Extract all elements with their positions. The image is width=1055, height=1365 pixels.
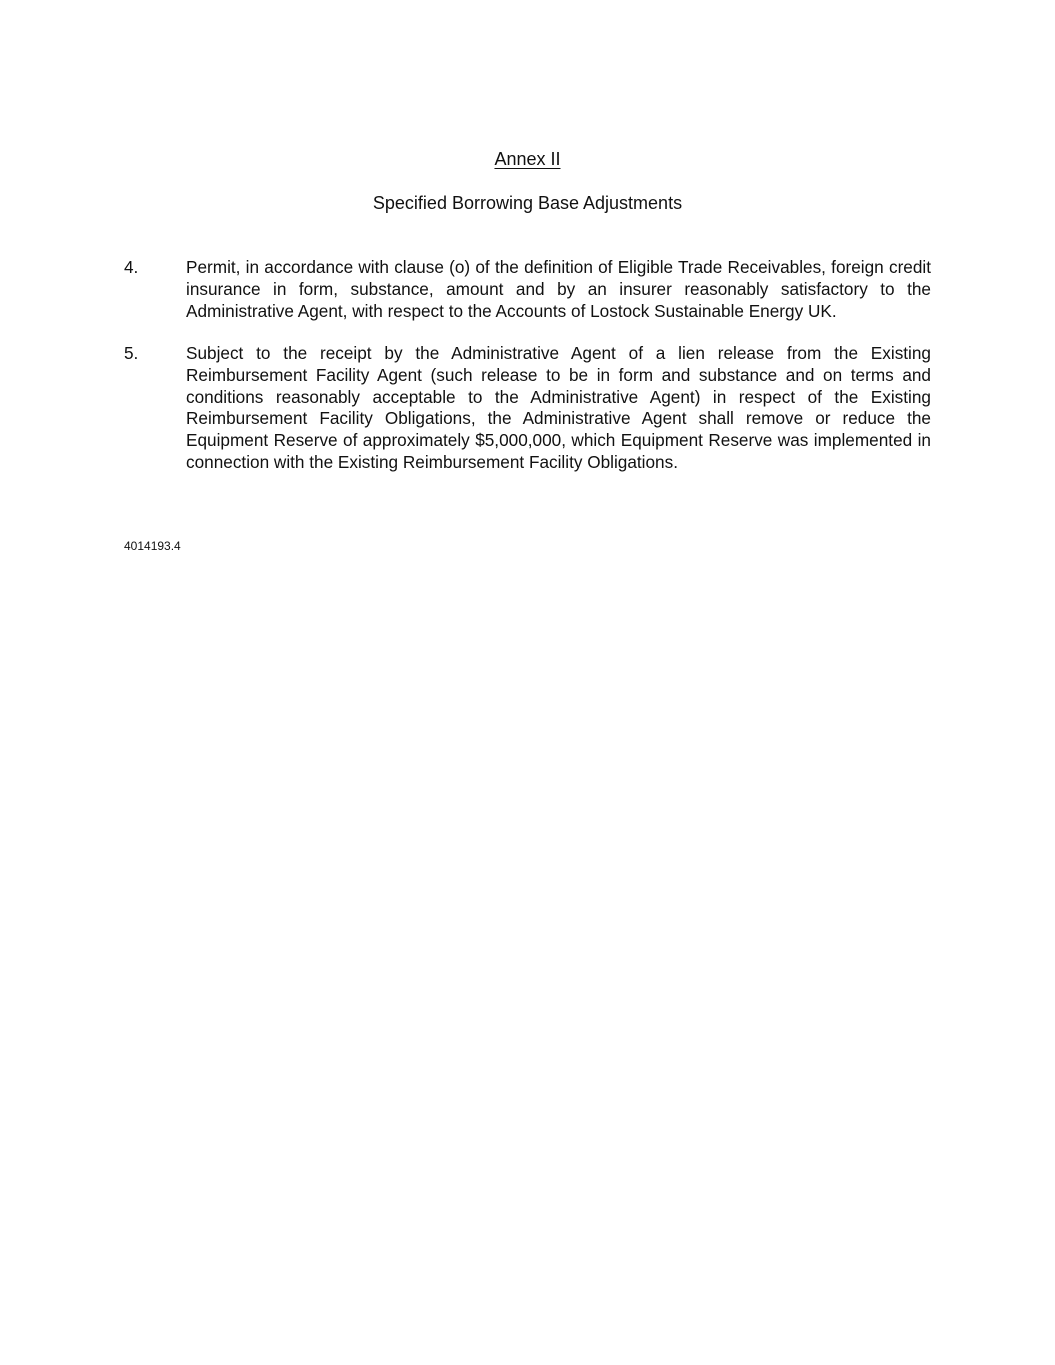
item-number: 5.	[124, 343, 139, 363]
annex-title	[0, 147, 1055, 171]
list-item	[124, 343, 931, 474]
item-number: 4.	[124, 257, 139, 277]
annex-title-text: Annex II	[494, 149, 561, 169]
list-item	[124, 257, 931, 322]
item-text: Permit, in accordance with clause (o) of the definition of Eligible Trade Receivables, foreign credit insurance in form, substance, amount and by an insurer reasonably satisfactory to the Administrative Agent, with respect to the Accounts of Lostock Sustainable Energy UK.	[186, 257, 931, 321]
document-id: 4014193.4	[124, 539, 181, 553]
item-text: Subject to the receipt by the Administrative Agent of a lien release from the Existing Reimbursement Facility Agent (such release to be in form and substance and on terms and conditions reasonably acceptable to the Administrative Agent) in respect of the Existing Reimbursement Facility Obligations, the Administrative Agent shall remove or reduce the Equipment Reserve of approximately $5,000,000, which Equipment Reserve was implemented in connection with the Existing Reimbursement Facility Obligations.	[186, 343, 931, 472]
annex-subtitle: Specified Borrowing Base Adjustments	[372, 193, 683, 213]
